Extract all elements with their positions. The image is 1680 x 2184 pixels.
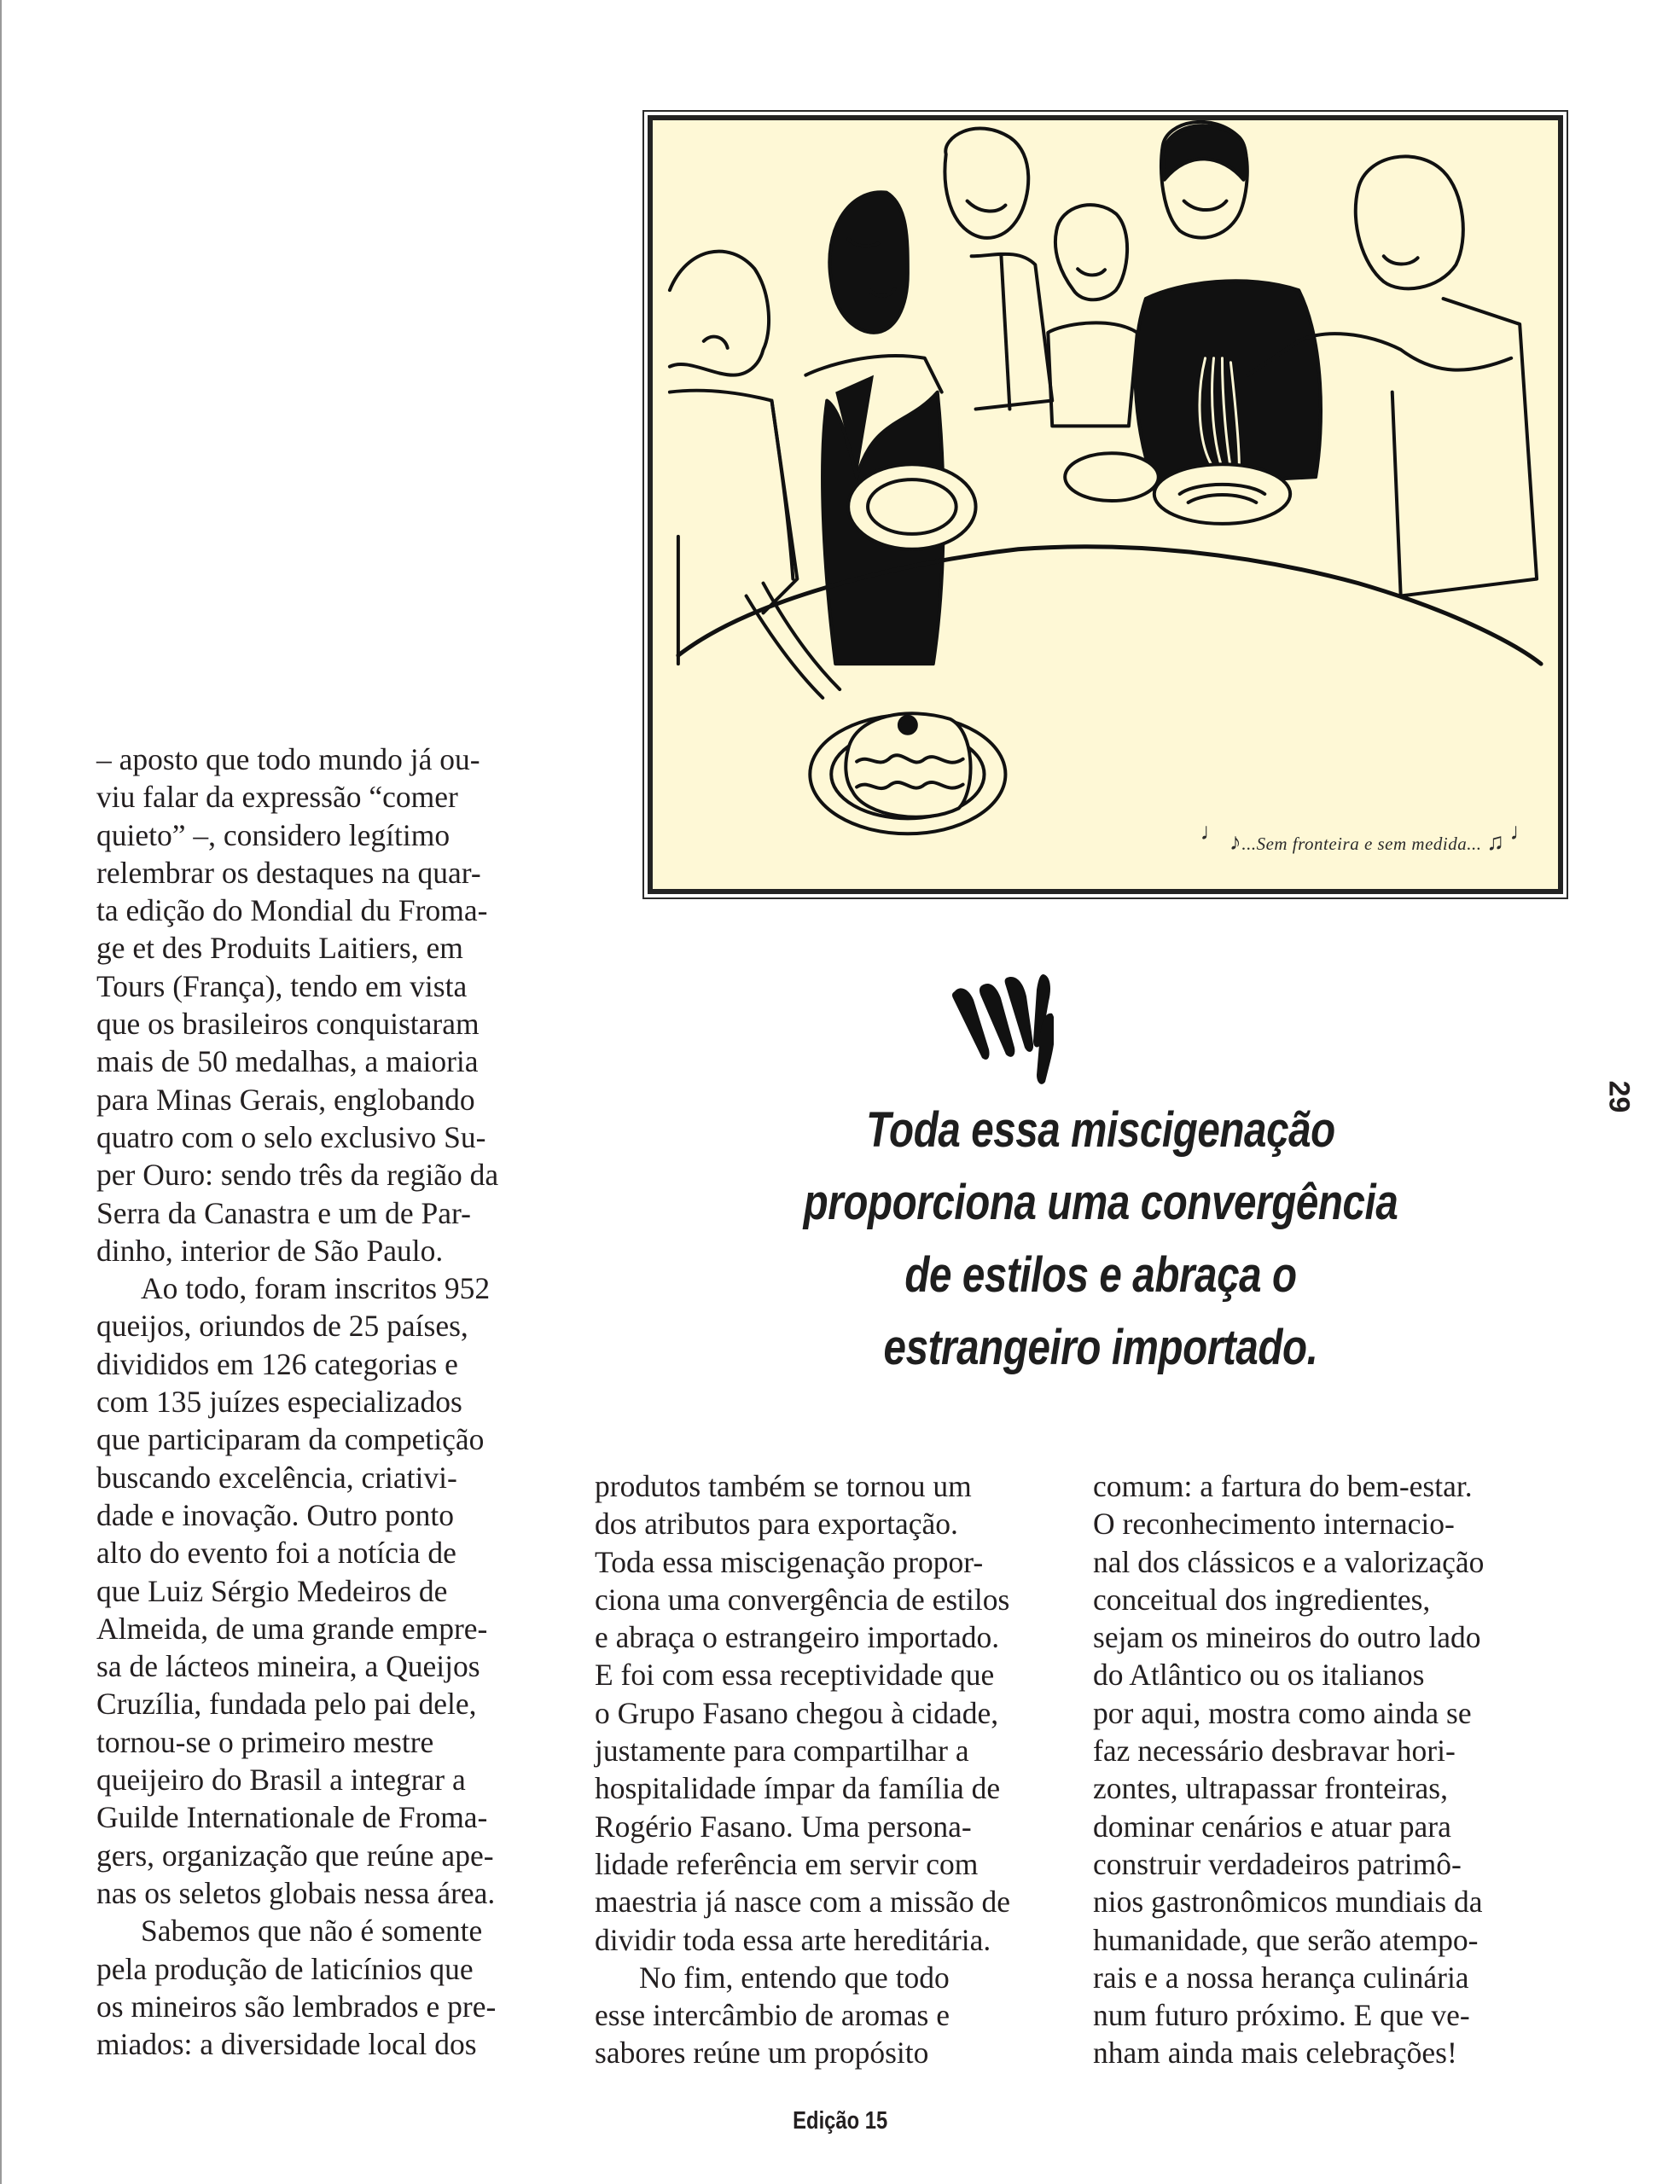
music-note-icon: ♩ xyxy=(1200,819,1225,845)
text-line: num futuro próximo. E que ve- xyxy=(1093,1998,1470,2033)
text-line: os mineiros são lembrados e pre- xyxy=(96,1989,497,2024)
text-line: faz necessário desbravar hori- xyxy=(1093,1734,1456,1769)
text-line: zontes, ultrapassar fronteiras, xyxy=(1093,1771,1448,1806)
text-line: tornou-se o primeiro mestre xyxy=(96,1724,434,1759)
text-line: para Minas Gerais, englobando xyxy=(96,1082,475,1117)
pull-quote-line: de estilos e abraça o xyxy=(904,1247,1297,1303)
text-line: Guilde Internationale de Froma- xyxy=(96,1800,488,1835)
text-line: do Atlântico ou os italianos xyxy=(1093,1658,1425,1693)
article-column-middle xyxy=(595,1467,1073,2072)
pull-quote-line: proporciona uma convergência xyxy=(803,1175,1398,1230)
text-line: O reconhecimento internacio- xyxy=(1093,1507,1455,1542)
music-note-icon: ♩ xyxy=(1509,819,1534,845)
text-line: hospitalidade ímpar da família de xyxy=(595,1771,1001,1806)
text-line: comum: a fartura do bem-estar. xyxy=(1093,1469,1473,1503)
text-line: e abraça o estrangeiro importado. xyxy=(595,1620,1000,1655)
text-line: Sabemos que não é somente xyxy=(141,1914,483,1949)
dinner-party-illustration xyxy=(653,120,1558,889)
article-column-right xyxy=(1093,1467,1571,2072)
text-line: Almeida, de uma grande empre- xyxy=(96,1611,488,1646)
text-line: mais de 50 medalhas, a maioria xyxy=(96,1044,479,1079)
text-line: Serra da Canastra e um de Par- xyxy=(96,1195,471,1230)
text-line: alto do evento foi a notícia de xyxy=(96,1536,456,1571)
text-line: que os brasileiros conquistaram xyxy=(96,1007,480,1042)
text-line: queijeiro do Brasil a integrar a xyxy=(96,1763,466,1798)
footer xyxy=(0,2107,1680,2135)
text-line: Ao todo, foram inscritos 952 xyxy=(141,1271,491,1306)
text-line: – aposto que todo mundo já ou- xyxy=(96,742,480,776)
text-line: rais e a nossa herança culinária xyxy=(1093,1960,1469,1995)
text-line: construir verdadeiros patrimô- xyxy=(1093,1846,1462,1881)
illustration xyxy=(648,115,1563,894)
text-line: esse intercâmbio de aromas e xyxy=(595,1998,950,2033)
text-line: nal dos clássicos e a valorização xyxy=(1093,1544,1485,1579)
text-line: nas os seletos globais nessa área. xyxy=(96,1875,496,1910)
text-line: sejam os mineiros do outro lado xyxy=(1093,1620,1481,1655)
text-line: maestria já nasce com a missão de xyxy=(595,1885,1010,1920)
text-line: dominar cenários e atuar para xyxy=(1093,1809,1451,1844)
illustration-frame xyxy=(642,110,1568,899)
text-line: Toda essa miscigenação propor- xyxy=(595,1544,984,1579)
text-line: relembrar os destaques na quar- xyxy=(96,855,481,890)
illustration-caption xyxy=(1200,819,1534,857)
text-line: conceitual dos ingredientes, xyxy=(1093,1582,1431,1617)
caption-text: ...Sem fronteira e sem medida... xyxy=(1241,834,1482,854)
text-line: queijos, oriundos de 25 países, xyxy=(96,1309,468,1344)
text-line: dinho, interior de São Paulo. xyxy=(96,1233,444,1268)
text-line: com 135 juízes especializados xyxy=(96,1385,462,1420)
text-line: Tours (França), tendo em vista xyxy=(96,968,468,1003)
text-line: nham ainda mais celebrações! xyxy=(1093,2036,1457,2071)
text-line: ge et des Produits Laitiers, em xyxy=(96,931,463,966)
text-line: E foi com essa receptividade que xyxy=(595,1658,995,1693)
text-line: gers, organização que reúne ape- xyxy=(96,1838,494,1873)
text-line: que participaram da competição xyxy=(96,1422,485,1457)
text-line: dade e inovação. Outro ponto xyxy=(96,1497,454,1532)
text-line: per Ouro: sendo três da região da xyxy=(96,1158,499,1193)
text-line: que Luiz Sérgio Medeiros de xyxy=(96,1573,448,1608)
text-line: sabores reúne um propósito xyxy=(595,2036,929,2071)
page-number: 29 xyxy=(1602,1080,1636,1113)
music-beamed-notes-icon: ♫ xyxy=(1486,829,1505,856)
text-line: o Grupo Fasano chegou à cidade, xyxy=(595,1695,999,1730)
text-line: viu falar da expressão “comer xyxy=(96,780,458,815)
text-line: justamente para compartilhar a xyxy=(595,1734,969,1769)
text-line: nios gastronômicos mundiais da xyxy=(1093,1885,1483,1920)
text-line: buscando excelência, criativi- xyxy=(96,1460,457,1495)
page-edge-line xyxy=(0,0,2,2184)
pull-quote-line: estrangeiro importado. xyxy=(883,1320,1318,1375)
text-line: No fim, entendo que todo xyxy=(639,1960,950,1995)
text-line: Rogério Fasano. Uma persona- xyxy=(595,1809,972,1844)
text-line: humanidade, que serão atempo- xyxy=(1093,1922,1479,1957)
text-line: sa de lácteos mineira, a Queijos xyxy=(96,1649,480,1684)
text-line: Cruzília, fundada pelo pai dele, xyxy=(96,1687,477,1722)
text-line: lidade referência em servir com xyxy=(595,1846,979,1881)
text-line: divididos em 126 categorias e xyxy=(96,1346,458,1381)
text-line: quieto” –, considero legítimo xyxy=(96,817,451,852)
text-line: quatro com o selo exclusivo Su- xyxy=(96,1119,486,1154)
pull-quote xyxy=(772,1094,1430,1384)
text-line: dos atributos para exportação. xyxy=(595,1507,958,1542)
music-eighth-note-icon: ♪ xyxy=(1229,829,1242,856)
article-column-left xyxy=(96,741,574,2063)
text-line: dividir toda essa arte hereditária. xyxy=(595,1922,991,1957)
text-line: ta edição do Mondial du Froma- xyxy=(96,893,488,928)
text-line: miados: a diversidade local dos xyxy=(96,2027,477,2062)
pull-quote-line: Toda essa miscigenação xyxy=(866,1102,1335,1158)
text-line: produtos também se tornou um xyxy=(595,1469,972,1503)
text-line: por aqui, mostra como ainda se xyxy=(1093,1695,1472,1730)
brush-stroke-ornament-icon xyxy=(951,973,1054,1088)
text-line: ciona uma convergência de estilos xyxy=(595,1582,1010,1617)
edition-label: Edição 15 xyxy=(792,2107,888,2135)
text-line: pela produção de laticínios que xyxy=(96,1951,474,1986)
